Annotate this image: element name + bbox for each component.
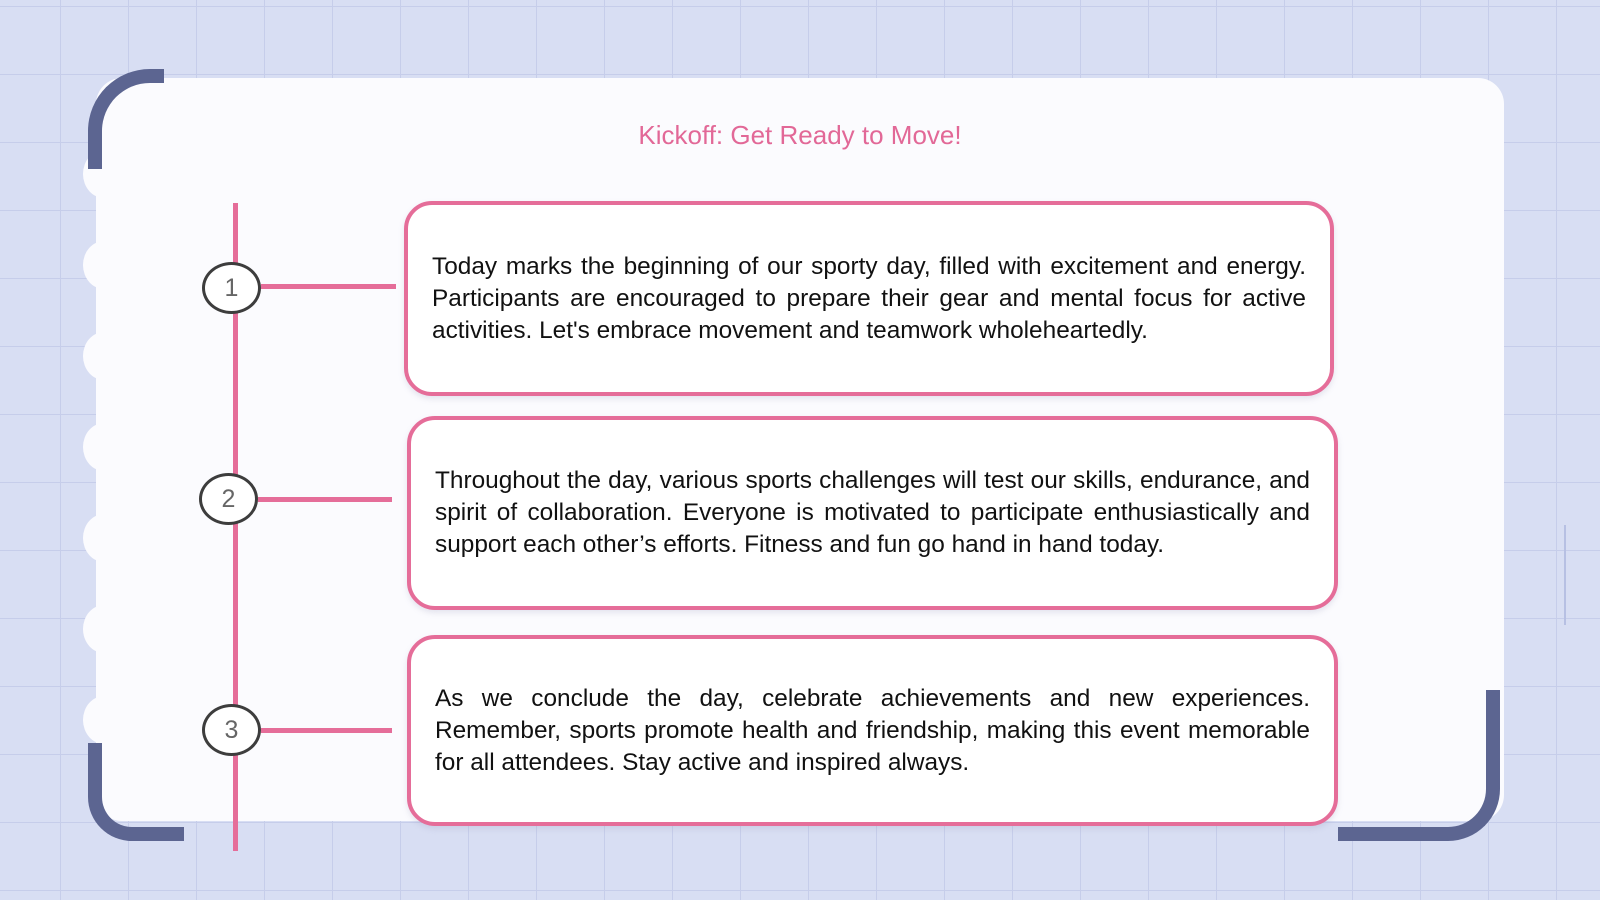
corner-bracket-top-left (88, 69, 164, 169)
step-text-3: As we conclude the day, celebrate achievements and new experiences. Remember, sports promote health and friendship, making this event memorable for all attendees. Stay active and inspired always. (435, 684, 1310, 776)
scallop-edge (83, 696, 125, 744)
step-connector-3 (261, 728, 392, 733)
decorative-line (1564, 525, 1566, 625)
corner-bracket-bottom-right (1338, 690, 1500, 841)
step-connector-2 (258, 497, 392, 502)
step-connector-1 (261, 284, 396, 289)
page-title: Kickoff: Get Ready to Move! (638, 120, 962, 150)
step-marker-3: 3 (202, 704, 261, 756)
step-marker-1: 1 (202, 262, 261, 314)
step-text-1: Today marks the beginning of our sporty day, filled with excitement and energy. Participants are encouraged to prepare their gear and mental focus for active activities. Let's embrace movement and teamwork wholeheartedly. (432, 252, 1306, 344)
scallop-edge (83, 332, 125, 380)
scallop-edge (83, 605, 125, 653)
step-box-1 (404, 201, 1334, 396)
step-box-2 (407, 416, 1338, 610)
step-marker-2: 2 (199, 473, 258, 525)
scallop-edge (83, 241, 125, 289)
scallop-edge (83, 423, 125, 471)
scallop-edge (83, 514, 125, 562)
step-box-3 (407, 635, 1338, 826)
corner-bracket-bottom-left (88, 743, 184, 841)
step-text-2: Throughout the day, various sports challenges will test our skills, endurance, and spirit of collaboration. Everyone is motivated to participate enthusiastically and support each other’s efforts. Fitness and fun go hand in hand today. (435, 467, 1310, 558)
